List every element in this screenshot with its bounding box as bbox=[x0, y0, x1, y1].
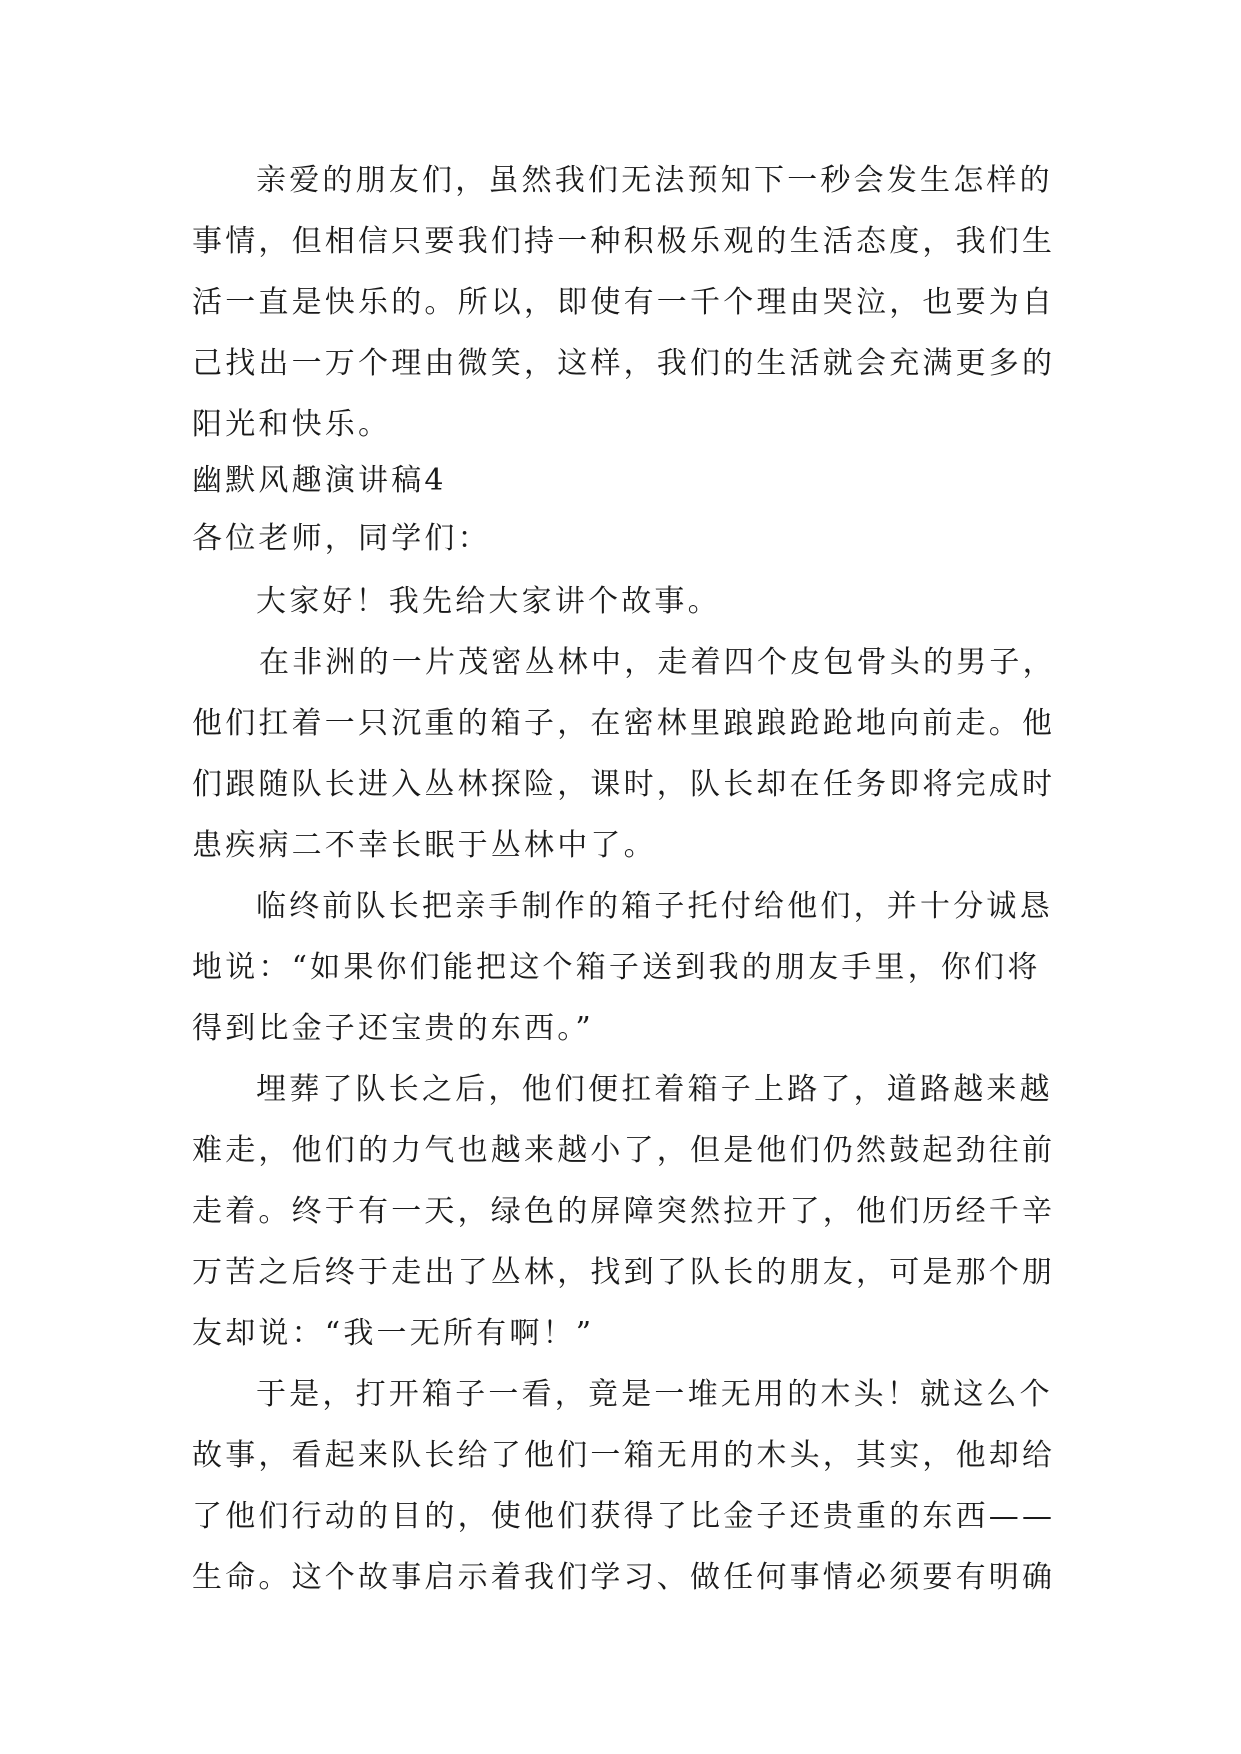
paragraph-line: 友却说：“我一无所有啊！” bbox=[192, 1316, 595, 1351]
salutation: 各位老师，同学们： bbox=[192, 521, 491, 556]
paragraph-line: 地说：“如果你们能把这个箱子送到我的朋友手里，你们将 bbox=[192, 950, 1041, 985]
section-heading: 幽默风趣演讲稿4 bbox=[192, 463, 447, 498]
paragraph-line: 埋葬了队长之后，他们便扛着箱子上路了，道路越来越 bbox=[256, 1072, 1053, 1107]
paragraph-line: 阳光和快乐。 bbox=[192, 407, 392, 442]
paragraph-moral bbox=[192, 1364, 1056, 1608]
paragraph-line: 得到比金子还宝贵的东西。” bbox=[192, 1011, 594, 1046]
paragraph-line: 活一直是快乐的。所以，即使有一千个理由哭泣，也要为自 bbox=[192, 285, 1056, 320]
paragraph-line: 难走，他们的力气也越来越小了，但是他们仍然鼓起劲往前 bbox=[192, 1133, 1056, 1168]
paragraph-line: 亲爱的朋友们，虽然我们无法预知下一秒会发生怎样的 bbox=[256, 163, 1053, 198]
paragraph-line: 们跟随队长进入丛林探险，课时，队长却在任务即将完成时 bbox=[192, 767, 1056, 802]
paragraph-captain-request bbox=[192, 876, 1052, 1059]
greeting: 大家好！我先给大家讲个故事。 bbox=[256, 584, 721, 619]
paragraph-line: 生命。这个故事启示着我们学习、做任何事情必须要有明确 bbox=[192, 1560, 1056, 1595]
paragraph-line: 己找出一万个理由微笑，这样，我们的生活就会充满更多的 bbox=[192, 346, 1056, 381]
paragraph-line: 患疾病二不幸长眠于丛林中了。 bbox=[192, 828, 657, 863]
paragraph-closing-remarks bbox=[192, 150, 1056, 455]
paragraph-story-intro bbox=[192, 632, 1056, 876]
paragraph-line: 在非洲的一片茂密丛林中，走着四个皮包骨头的男子， bbox=[259, 645, 1056, 680]
paragraph-line: 了他们行动的目的，使他们获得了比金子还贵重的东西—— bbox=[192, 1499, 1056, 1534]
paragraph-line: 于是，打开箱子一看，竟是一堆无用的木头！就这么个 bbox=[256, 1377, 1053, 1412]
paragraph-line: 他们扛着一只沉重的箱子，在密林里踉踉跄跄地向前走。他 bbox=[192, 706, 1056, 741]
paragraph-line: 走着。终于有一天，绿色的屏障突然拉开了，他们历经千辛 bbox=[192, 1194, 1056, 1229]
paragraph-journey bbox=[192, 1059, 1056, 1364]
paragraph-line: 万苦之后终于走出了丛林，找到了队长的朋友，可是那个朋 bbox=[192, 1255, 1056, 1290]
document-page bbox=[192, 150, 1056, 1608]
paragraph-line: 事情，但相信只要我们持一种积极乐观的生活态度，我们生 bbox=[192, 224, 1056, 259]
paragraph-line: 临终前队长把亲手制作的箱子托付给他们，并十分诚恳 bbox=[256, 889, 1053, 924]
paragraph-line: 故事，看起来队长给了他们一箱无用的木头，其实，他却给 bbox=[192, 1438, 1056, 1473]
